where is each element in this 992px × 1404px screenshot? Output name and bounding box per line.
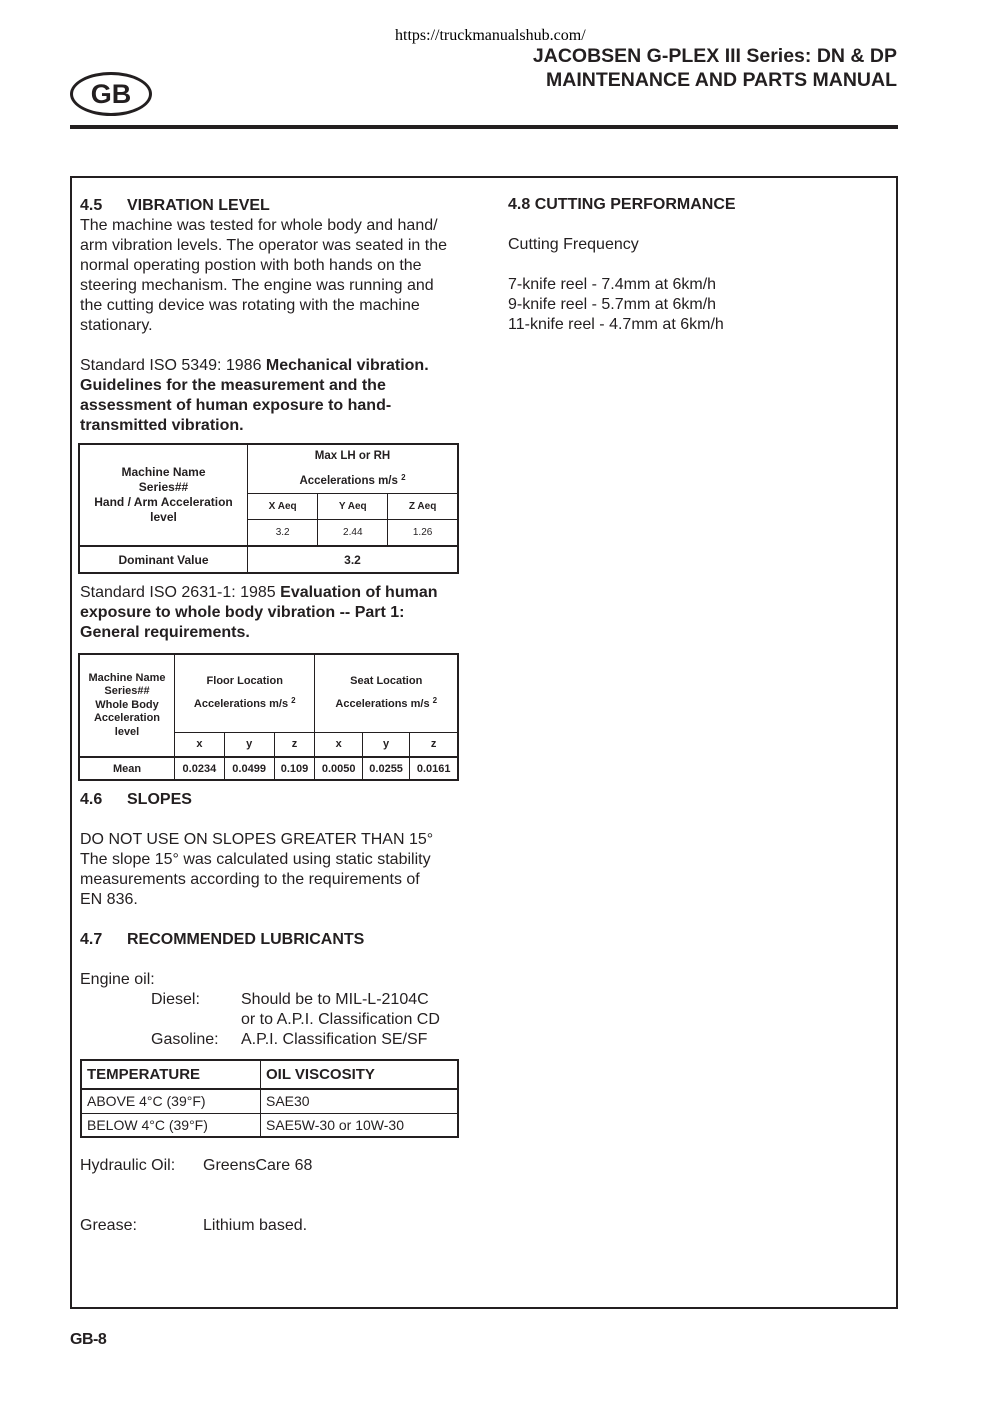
hydraulic-oil-value: GreensCare 68: [203, 1157, 313, 1174]
mean-value: 0.0050: [315, 757, 362, 780]
mean-value: 0.0255: [362, 757, 409, 780]
table-cell: 1.26: [388, 519, 458, 546]
floor-location-title: Floor Location: [206, 675, 283, 688]
row-header-line: Whole Body: [95, 698, 159, 711]
table-cell: SAE5W-30 or 10W-30: [261, 1113, 459, 1137]
vibration-intro-line: normal operating postion with both hands on the: [80, 257, 422, 274]
unit-exponent: 2: [401, 472, 406, 482]
engine-oil-label: Engine oil:: [80, 971, 155, 988]
column-header: Z Aeq: [388, 493, 458, 519]
standard-iso-5349: [80, 356, 429, 436]
diesel-spec-line: or to A.P.I. Classification CD: [241, 1011, 440, 1028]
grease-label: Grease:: [80, 1217, 137, 1234]
dominant-value: 3.2: [248, 546, 459, 573]
standard-iso-2631-title: exposure to whole body vibration -- Part 1:: [80, 604, 405, 621]
mean-value: 0.0499: [224, 757, 274, 780]
row-header-line: Machine Name: [88, 671, 166, 684]
row-header-line: Acceleration: [93, 712, 161, 725]
section-4-5-number: 4.5: [80, 197, 103, 214]
standard-iso-5349-title: transmitted vibration.: [80, 417, 244, 434]
slopes-line: EN 836.: [80, 891, 138, 908]
row-header-line: level: [150, 510, 177, 524]
table-cell: 3.2: [248, 519, 318, 546]
mean-label: Mean: [79, 757, 175, 780]
floor-location-header: [175, 654, 315, 732]
section-4-7-heading: RECOMMENDED LUBRICANTS: [127, 931, 365, 948]
vibration-intro-line: the cutting device was rotating with the machine: [80, 297, 420, 314]
axis-header: x: [315, 732, 362, 757]
vibration-intro-line: arm vibration levels. The operator was seated in the: [80, 237, 448, 254]
table-cell: ABOVE 4°C (39°F): [81, 1089, 261, 1113]
row-header-line: Hand / Arm Acceleration: [94, 495, 233, 509]
column-header: OIL VISCOSITY: [261, 1060, 459, 1089]
dominant-value-label: Dominant Value: [79, 546, 248, 573]
slopes-text: [80, 830, 433, 910]
page-number: GB-8: [70, 1331, 107, 1348]
manual-title-line-2: MAINTENANCE AND PARTS MANUAL: [546, 69, 897, 91]
seat-location-header: [315, 654, 458, 732]
axis-header: z: [274, 732, 315, 757]
source-url: https://truckmanualshub.com/: [395, 27, 586, 44]
whole-body-vibration-table: [78, 653, 459, 781]
slopes-line: DO NOT USE ON SLOPES GREATER THAN 15°: [80, 831, 434, 848]
diesel-spec-line: Should be to MIL-L-2104C: [241, 991, 429, 1008]
standard-iso-2631-title: General requirements.: [80, 624, 250, 641]
table-cell: SAE30: [261, 1089, 459, 1113]
section-4-8-heading: 4.8 CUTTING PERFORMANCE: [508, 196, 736, 213]
table-cell: BELOW 4°C (39°F): [81, 1113, 261, 1137]
table-row-header: [79, 444, 248, 546]
column-header: Y Aeq: [318, 493, 388, 519]
axis-header: x: [175, 732, 225, 757]
standard-iso-2631-title: Evaluation of human: [280, 584, 438, 601]
section-4-5-heading: VIBRATION LEVEL: [127, 197, 270, 214]
max-acceleration-header-line: Max LH or RH: [314, 449, 391, 462]
standard-iso-2631: [80, 583, 437, 643]
vibration-intro: [80, 216, 447, 336]
cutting-performance-list: [508, 275, 724, 335]
list-item: 7-knife reel - 7.4mm at 6km/h: [508, 276, 717, 293]
unit-exponent: 2: [432, 696, 438, 706]
column-header: X Aeq: [248, 493, 318, 519]
hydraulic-oil-label: Hydraulic Oil:: [80, 1157, 176, 1174]
mean-value: 0.0161: [410, 757, 458, 780]
diesel-spec: [241, 990, 440, 1030]
row-header-line: Series##: [138, 480, 189, 494]
accelerations-label: Accelerations m/s: [335, 698, 430, 711]
row-header-line: Machine Name: [121, 465, 206, 479]
column-header: TEMPERATURE: [81, 1060, 261, 1089]
section-4-6-heading: SLOPES: [127, 791, 192, 808]
axis-header: y: [224, 732, 274, 757]
vibration-intro-line: The machine was tested for whole body and hand/: [80, 217, 438, 234]
section-4-7-number: 4.7: [80, 931, 103, 948]
list-item: 11-knife reel - 4.7mm at 6km/h: [508, 316, 724, 333]
section-4-6-number: 4.6: [80, 791, 103, 808]
gasoline-spec: A.P.I. Classification SE/SF: [241, 1031, 428, 1048]
row-header-line: level: [114, 725, 140, 738]
accelerations-label: Accelerations m/s: [299, 474, 398, 487]
standard-iso-5349-title: Mechanical vibration.: [265, 357, 429, 374]
mean-value: 0.109: [274, 757, 315, 780]
list-item: 9-knife reel - 5.7mm at 6km/h: [508, 296, 717, 313]
hand-arm-vibration-table: [78, 443, 459, 574]
accelerations-label: Accelerations m/s: [193, 698, 289, 711]
axis-header: z: [410, 732, 458, 757]
diesel-label: Diesel:: [151, 991, 200, 1008]
vibration-intro-line: stationary.: [80, 317, 153, 334]
gasoline-label: Gasoline:: [151, 1031, 219, 1048]
standard-iso-5349-title: assessment of human exposure to hand-: [80, 397, 392, 414]
slopes-line: measurements according to the requirements of: [80, 871, 420, 888]
unit-exponent: 2: [291, 696, 296, 706]
table-cell: 2.44: [318, 519, 388, 546]
header-rule: [70, 125, 898, 129]
region-badge: GB: [70, 72, 152, 116]
mean-value: 0.0234: [175, 757, 225, 780]
standard-iso-5349-prefix: Standard ISO 5349: 1986: [80, 357, 266, 374]
standard-iso-5349-title: Guidelines for the measurement and the: [80, 377, 386, 394]
max-acceleration-header: [248, 444, 459, 493]
slopes-line: The slope 15° was calculated using static stability: [80, 851, 431, 868]
oil-viscosity-table: [80, 1059, 459, 1138]
grease-value: Lithium based.: [203, 1217, 308, 1234]
standard-iso-2631-prefix: Standard ISO 2631-1: 1985: [80, 584, 281, 601]
table-row-header: [79, 654, 175, 757]
seat-location-title: Seat Location: [350, 675, 423, 688]
row-header-line: Series##: [104, 685, 150, 698]
manual-title-line-1: JACOBSEN G-PLEX III Series: DN & DP: [532, 45, 897, 67]
cutting-frequency-label: Cutting Frequency: [508, 236, 639, 253]
manual-title: [533, 44, 897, 92]
vibration-intro-line: steering mechanism. The engine was running and: [80, 277, 434, 294]
axis-header: y: [362, 732, 409, 757]
